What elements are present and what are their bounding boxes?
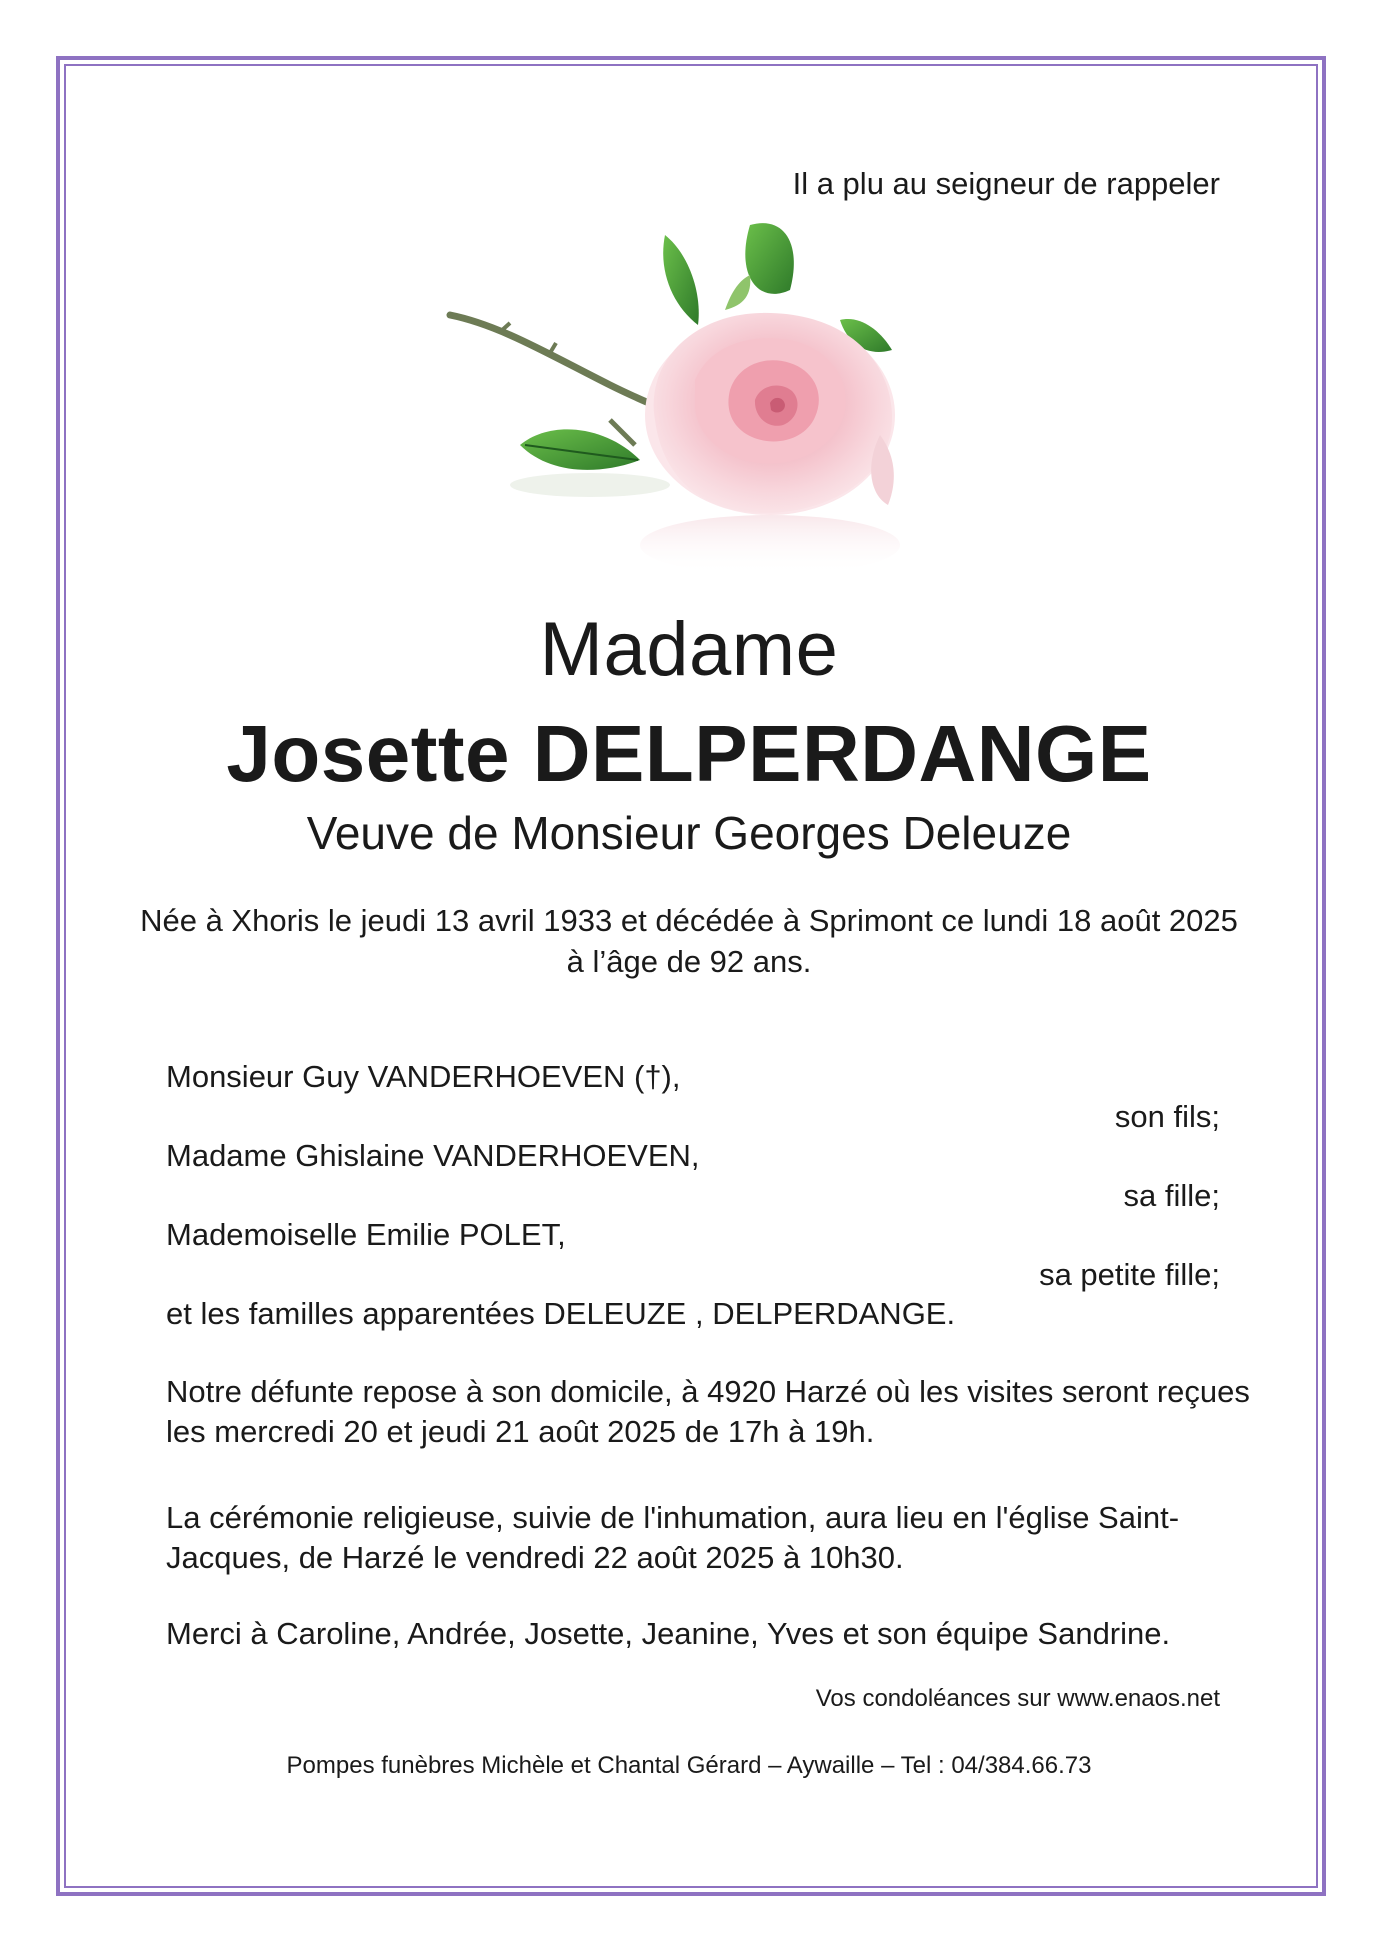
family-list (166, 1057, 1220, 1334)
family-member-name: Monsieur Guy VANDERHOEVEN (†), (166, 1059, 681, 1094)
thanks-line: Merci à Caroline, Andrée, Josette, Jeanine, Yves et son équipe Sandrine. (166, 1616, 1171, 1651)
funeral-home-footer: Pompes funèbres Michèle et Chantal Gérard – Aywaille – Tel : 04/384.66.73 (286, 1752, 1092, 1779)
ceremony-paragraph (166, 1498, 1220, 1577)
families-line: et les familles apparentées DELEUZE , DELPERDANGE. (166, 1296, 956, 1331)
ceremony-line-2: Jacques, de Harzé le vendredi 22 août 2025 à 10h30. (166, 1539, 904, 1575)
deceased-name: Josette DELPERDANGE (226, 709, 1152, 798)
intro-text: Il a plu au seigneur de rappeler (792, 166, 1220, 201)
visitation-paragraph (166, 1372, 1250, 1451)
visitation-line-2: les mercredi 20 et jeudi 21 août 2025 de 17h à 19h. (166, 1413, 875, 1449)
birth-death-line-2: à l’âge de 92 ans. (566, 944, 812, 979)
condolences-link[interactable]: Vos condoléances sur www.enaos.net (815, 1685, 1220, 1712)
family-member-name: Mademoiselle Emilie POLET, (166, 1217, 566, 1252)
family-member-relation: son fils; (1114, 1098, 1220, 1134)
title-madame: Madame (539, 607, 839, 692)
family-member-relation: sa fille; (1123, 1177, 1220, 1213)
rose-image (440, 205, 930, 580)
visitation-line-1: Notre défunte repose à son domicile, à 4920 Harzé où les visites seront reçues (166, 1374, 1250, 1409)
spouse-line: Veuve de Monsieur Georges Deleuze (306, 807, 1072, 859)
family-member-relation: sa petite fille; (1039, 1256, 1220, 1292)
birth-death-line-1: Née à Xhoris le jeudi 13 avril 1933 et décédée à Sprimont ce lundi 18 août 2025 (140, 903, 1238, 938)
ceremony-line-1: La cérémonie religieuse, suivie de l'inhumation, aura lieu en l'église Saint- (166, 1500, 1180, 1535)
family-member-name: Madame Ghislaine VANDERHOEVEN, (166, 1138, 700, 1173)
